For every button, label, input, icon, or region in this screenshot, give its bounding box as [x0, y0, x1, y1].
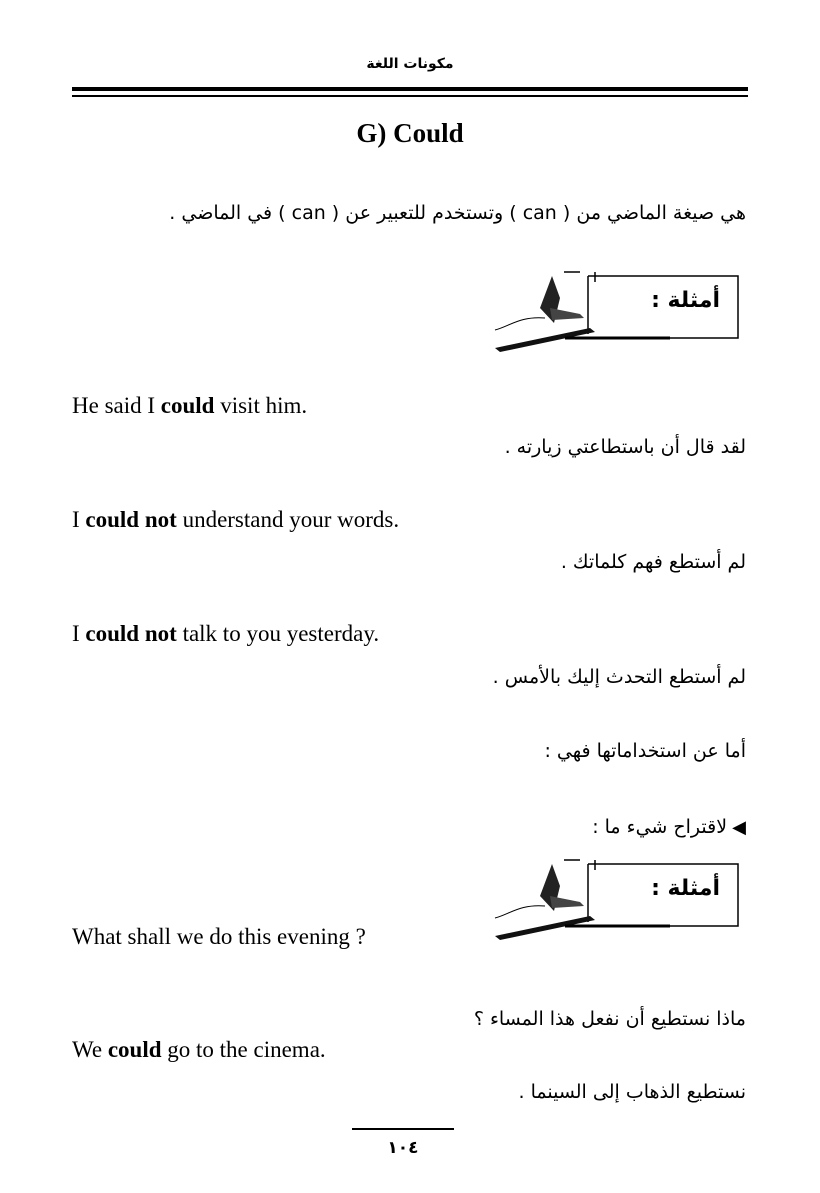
example2-en-2 — [72, 1037, 326, 1063]
example-en-2 — [72, 507, 399, 533]
header-rule-thin — [72, 95, 748, 97]
example2-en-2-post: go to the cinema. — [161, 1037, 326, 1062]
example-en-3-pre: I — [72, 621, 86, 646]
examples-box-2 — [480, 856, 720, 916]
footer-rule — [352, 1128, 454, 1130]
examples-label: أمثلة : — [651, 288, 720, 313]
example-ar-3: لم أستطع التحدث إليك بالأمس . — [492, 666, 746, 688]
example-en-1-bold: could — [160, 393, 215, 418]
example-en-2-bold: could not — [85, 507, 177, 532]
example2-en-2-pre: We — [72, 1037, 108, 1062]
example-ar-2: لم أستطع فهم كلماتك . — [560, 551, 746, 573]
examples-label-2: أمثلة : — [651, 876, 720, 901]
running-header: مكونات اللغة — [366, 56, 454, 72]
example-en-1-pre: He said I — [72, 393, 161, 418]
page-number: ١٠٤ — [387, 1138, 419, 1158]
pointing-hand-icon — [480, 856, 750, 946]
uses-item-1 — [346, 816, 746, 838]
example-en-1 — [72, 393, 307, 419]
example2-ar-1: ماذا نستطيع أن نفعل هذا المساء ؟ — [473, 1008, 746, 1030]
example-en-1-post: visit him. — [214, 393, 308, 418]
example-ar-1: لقد قال أن باستطاعتي زيارته . — [504, 436, 746, 458]
header-rule-thick — [72, 87, 748, 91]
triangle-bullet-icon: ◀ — [732, 817, 746, 838]
section-title: G) Could — [356, 118, 464, 148]
example-en-2-post: understand your words. — [176, 507, 400, 532]
example2-en-2-bold: could — [107, 1037, 162, 1062]
uses-item-1-text: لاقتراح شيء ما : — [592, 816, 728, 838]
example2-ar-2: نستطيع الذهاب إلى السينما . — [518, 1081, 746, 1103]
example-en-2-pre: I — [72, 507, 86, 532]
example-en-3 — [72, 621, 379, 647]
intro-text: هي صيغة الماضي من ( can ) وتستخدم للتعبير عن ( can ) في الماضي . — [169, 202, 746, 224]
uses-heading: أما عن استخداماتها فهي : — [544, 740, 746, 762]
examples-box — [480, 268, 720, 328]
example2-en-1-pre: What shall we do this evening ? — [72, 924, 366, 949]
example-en-3-post: talk to you yesterday. — [176, 621, 380, 646]
example-en-3-bold: could not — [85, 621, 177, 646]
pointing-hand-icon — [480, 268, 750, 358]
example2-en-1 — [72, 924, 366, 950]
